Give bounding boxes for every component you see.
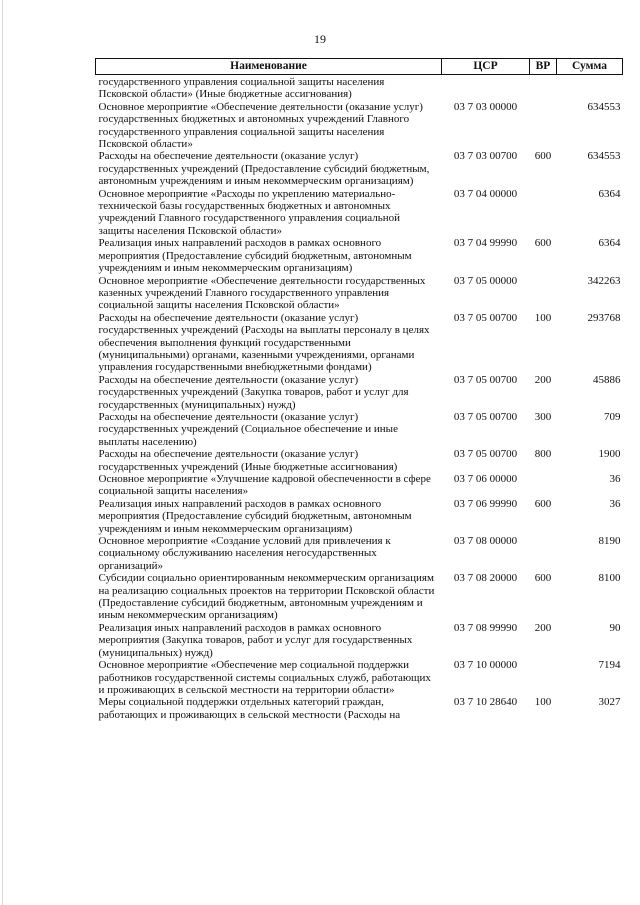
cell-csr: 03 7 10 28640: [453, 696, 518, 709]
cell-name: Основное мероприятие «Обеспечение мер социальной поддержки работников государственной системы социальных служб, работающих и проживающих в сельской местности на территории области»: [98, 659, 431, 696]
cell-vr: 300: [534, 410, 552, 423]
cell-csr: 03 7 05 00700: [453, 373, 518, 386]
table-row: [96, 237, 623, 274]
cell-csr: 03 7 04 99990: [453, 237, 518, 250]
cell-csr: 03 7 05 00700: [453, 448, 518, 461]
cell-name: Основное мероприятие «Обеспечение деятельности государственных казенных учреждений Главного государственного управления социальной защиты населения Псковской области»: [98, 274, 426, 312]
cell-name: Расходы на обеспечение деятельности (оказание услуг) государственных учреждений (Расходы на выплаты персоналу в целях обеспечения выполнения функций государственными (муниципальными) органами, казенными учреждениями, органами управления государственными внебюджетными фондами): [98, 311, 430, 374]
cell-name: Меры социальной поддержки отдельных категорий граждан, работающих и проживающих в сельской местности (Расходы на: [98, 696, 401, 721]
cell-vr: [530, 75, 557, 101]
cell-sum: 8100: [598, 572, 621, 585]
cell-vr: [530, 275, 557, 312]
table-row: [96, 374, 623, 411]
cell-csr: 03 7 06 99990: [453, 497, 518, 510]
cell-csr: 03 7 06 00000: [453, 473, 518, 485]
column-header-sum: Сумма: [557, 59, 623, 75]
table-row: [96, 622, 623, 659]
cell-name: Субсидии социально ориентированным некоммерческим организациям на реализацию социальных проектов на территории Псковской области (Предоставление субсидий бюджетным, автономным учреждениям и иным некоммерческим организациям): [98, 572, 435, 622]
table-row: [96, 473, 623, 498]
cell-vr: 200: [534, 621, 552, 634]
table-row: [96, 275, 623, 312]
table-row: [96, 572, 623, 622]
cell-vr: [530, 659, 557, 696]
cell-sum: 7194: [598, 659, 621, 672]
cell-sum: [557, 75, 623, 101]
cell-name: Расходы на обеспечение деятельности (оказание услуг) государственных учреждений (Закупка товаров, работ и услуг для государственных (муниципальных) нужд): [98, 373, 409, 411]
cell-sum: 1900: [598, 448, 621, 461]
cell-sum: 634553: [587, 150, 621, 163]
cell-sum: 634553: [587, 100, 621, 113]
table-row: [96, 75, 623, 101]
cell-name: Основное мероприятие «Создание условий для привлечения к социальному обслуживанию населения негосударственных организаций»: [98, 535, 391, 572]
cell-vr: 600: [534, 572, 552, 585]
cell-name: Реализация иных направлений расходов в рамках основного мероприятия (Предоставление субсидий бюджетным, автономным учреждениям и иным некоммерческим организациям): [98, 237, 412, 275]
cell-csr: 03 7 05 00700: [453, 410, 518, 423]
cell-sum: 36: [609, 473, 621, 485]
cell-csr: 03 7 10 00000: [453, 659, 518, 672]
cell-name: Расходы на обеспечение деятельности (оказание услуг) государственных учреждений (Иные бюджетные ассигнования): [98, 448, 398, 473]
cell-vr: 800: [534, 448, 552, 461]
cell-sum: 45886: [593, 373, 621, 386]
cell-sum: 709: [604, 410, 621, 423]
cell-name: Основное мероприятие «Обеспечение деятельности (оказание услуг) государственных бюджетных и автономных учреждений Главного государственного управления социальной защиты населения Псковской области»: [98, 100, 423, 151]
cell-name: Расходы на обеспечение деятельности (оказание услуг) государственных учреждений (Социальное обеспечение и иные выплаты населению): [98, 410, 398, 448]
table-row: [96, 498, 623, 535]
column-header-name: Наименование: [96, 59, 442, 75]
cell-sum: 36: [609, 497, 621, 510]
cell-vr: [530, 473, 557, 498]
cell-vr: 100: [534, 696, 552, 709]
table-row: [96, 535, 623, 572]
table-row: [96, 150, 623, 187]
cell-sum: 342263: [587, 274, 621, 287]
cell-vr: [530, 101, 557, 151]
cell-vr: [530, 535, 557, 572]
cell-vr: 600: [534, 237, 552, 250]
cell-name: Расходы на обеспечение деятельности (оказание услуг) государственных учреждений (Предоставление субсидий бюджетным, автономным учреждениям и иным некоммерческим организациям): [98, 150, 430, 188]
cell-csr: 03 7 05 00700: [453, 311, 518, 324]
cell-sum: 8190: [598, 535, 621, 548]
cell-sum: 90: [609, 621, 621, 634]
cell-name: Реализация иных направлений расходов в рамках основного мероприятия (Закупка товаров, работ и услуг для государственных (муниципальных) нужд): [98, 621, 413, 659]
cell-vr: 200: [534, 373, 552, 386]
cell-csr: 03 7 08 99990: [453, 621, 518, 634]
table-body: [96, 75, 623, 722]
table-row: [96, 101, 623, 151]
cell-csr: 03 7 08 00000: [453, 535, 518, 548]
table-row: [96, 188, 623, 238]
column-header-csr: ЦСР: [442, 59, 530, 75]
cell-vr: [530, 188, 557, 238]
cell-vr: 600: [534, 150, 552, 163]
cell-sum: 6364: [598, 187, 621, 200]
table-row: [96, 448, 623, 473]
table-row: [96, 659, 623, 696]
cell-csr: 03 7 03 00000: [453, 100, 518, 113]
budget-table: [95, 58, 623, 721]
table-row: [96, 696, 623, 721]
scan-edge: [2, 0, 3, 905]
cell-sum: 293768: [587, 311, 621, 324]
cell-csr: [442, 75, 530, 101]
cell-csr: 03 7 05 00000: [453, 274, 518, 287]
cell-name: государственного управления социальной защиты населения Псковской области» (Иные бюджетные ассигнования): [98, 76, 385, 101]
cell-csr: 03 7 04 00000: [453, 187, 518, 200]
page-number: 19: [314, 32, 326, 46]
cell-name: Основное мероприятие «Улучшение кадровой обеспеченности в сфере социальной защиты населения»: [98, 473, 431, 498]
table-row: [96, 411, 623, 448]
column-header-vr: ВР: [530, 59, 557, 75]
cell-sum: 6364: [598, 237, 621, 250]
cell-vr: 600: [534, 497, 552, 510]
cell-csr: 03 7 03 00700: [453, 150, 518, 163]
table-row: [96, 312, 623, 374]
table-header-row: [96, 59, 623, 75]
cell-vr: 100: [534, 311, 552, 324]
cell-name: Реализация иных направлений расходов в рамках основного мероприятия (Предоставление субсидий бюджетным, автономным учреждениям и иным некоммерческим организациям): [98, 497, 412, 535]
cell-csr: 03 7 08 20000: [453, 572, 518, 585]
cell-sum: 3027: [598, 696, 621, 709]
cell-name: Основное мероприятие «Расходы по укреплению материально-технической базы государственных бюджетных и автономных учреждений Главного государственного управления социальной защиты населения Псковской области»: [98, 187, 401, 237]
